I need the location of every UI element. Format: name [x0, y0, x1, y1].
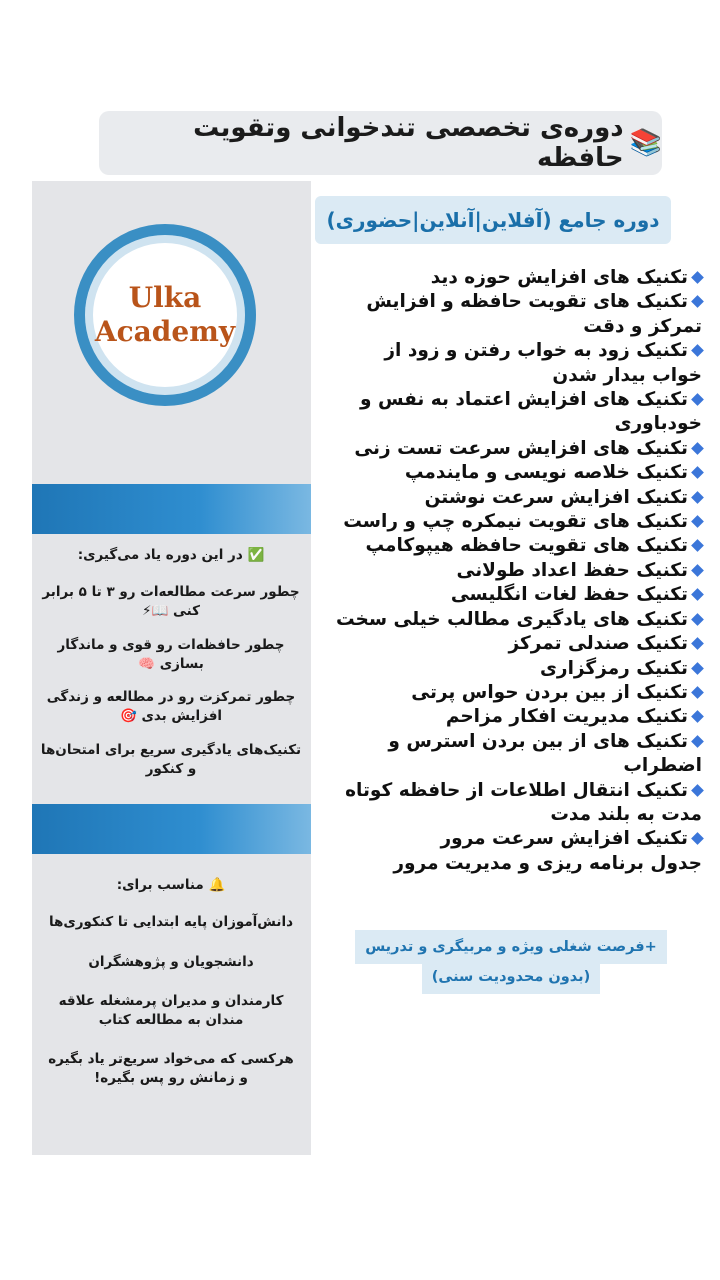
diamond-bullet-icon	[691, 588, 704, 601]
diamond-bullet-icon	[691, 784, 704, 797]
page-title	[99, 111, 662, 175]
diamond-bullet-icon	[691, 466, 704, 479]
technique-item: تکنیک از بین بردن حواس پرتی	[330, 681, 702, 705]
diamond-bullet-icon	[691, 735, 704, 748]
learn-item: چطور تمرکزت رو در مطالعه و زندگی افزایش بدی 🎯	[46, 689, 296, 724]
logo-line-1: Ulka	[128, 281, 202, 314]
career-bonus-note	[354, 930, 668, 994]
divider-bar-2	[32, 804, 311, 854]
diamond-bullet-icon	[691, 662, 704, 675]
logo-line-2: Academy	[94, 315, 236, 348]
technique-item: تکنیک های تقویت نیمکره چپ و راست	[330, 510, 702, 534]
bonus-line-1: +فرصت شغلی ویژه و مربیگری و تدریس	[355, 930, 667, 964]
technique-item: تکنیک صندلی تمرکز	[330, 632, 702, 656]
diamond-bullet-icon	[691, 344, 704, 357]
diamond-bullet-icon	[691, 393, 704, 406]
technique-item: تکنیک های افزایش اعتماد به نفس و خودباوری	[360, 389, 702, 435]
technique-item: تکنیک زود به خواب رفتن و زود از خواب بیدار شدن	[384, 340, 702, 386]
diamond-bullet-icon	[691, 491, 704, 504]
bonus-line-2: (بدون محدودیت سنی)	[422, 964, 600, 994]
technique-item: تکنیک رمزگزاری	[330, 657, 702, 681]
divider-bar-1	[32, 484, 311, 534]
technique-item: تکنیک حفظ اعداد طولانی	[330, 559, 702, 583]
diamond-bullet-icon	[691, 540, 704, 553]
technique-item: تکنیک های افزایش حوزه دید	[330, 266, 702, 290]
suitable-item: دانش‌آموزان پایه ابتدایی تا کنکوری‌ها	[48, 914, 294, 930]
academy-logo	[74, 224, 256, 406]
page-title-text: دوره‌ی تخصصی تندخوانی وتقویت حافظه	[193, 113, 624, 173]
diamond-bullet-icon	[691, 613, 704, 626]
technique-item: تکنیک خلاصه نویسی و مایندمپ	[330, 461, 702, 485]
technique-item: تکنیک افزایش سرعت مرور	[330, 827, 702, 851]
technique-item: تکنیک های یادگیری مطالب خیلی سخت	[330, 608, 702, 632]
technique-item: تکنیک های تقویت حافظه و افزایش تمرکز و دقت	[366, 291, 702, 337]
technique-item: تکنیک مدیریت افکار مزاحم	[330, 705, 702, 729]
suitable-item: دانشجویان و پژوهشگران	[88, 954, 254, 970]
diamond-bullet-icon	[691, 832, 704, 845]
suitable-item: هرکسی که می‌خواد سریع‌تر یاد بگیره و زمانش رو پس بگیره!	[48, 1051, 294, 1086]
technique-item: تکنیک های افزایش سرعت تست زنی	[330, 437, 702, 461]
technique-item: تکنیک افزایش سرعت نوشتن	[330, 486, 702, 510]
planning-line: جدول برنامه ریزی و مدیریت مرور	[393, 852, 702, 874]
techniques-list	[330, 266, 702, 876]
diamond-bullet-icon	[691, 296, 704, 309]
diamond-bullet-icon	[691, 564, 704, 577]
learn-item: چطور سرعت مطالعه‌ات رو ۳ تا ۵ برابر کنی 📖⚡	[42, 584, 300, 619]
learn-item: چطور حافظه‌ات رو قوی و ماندگار بسازی 🧠	[57, 637, 285, 672]
suitable-heading: 🔔 مناسب برای:	[116, 877, 226, 893]
technique-item: تکنیک انتقال اطلاعات از حافظه کوتاه مدت به بلند مدت	[345, 779, 702, 825]
technique-item: تکنیک های از بین بردن استرس و اضطراب	[388, 730, 702, 777]
books-icon: 📚	[629, 128, 662, 158]
diamond-bullet-icon	[691, 686, 704, 699]
learn-item: تکنیک‌های یادگیری سریع برای امتحان‌ها و کنکور	[40, 742, 302, 777]
diamond-bullet-icon	[691, 442, 704, 455]
learn-heading: ✅ در این دوره یاد می‌گیری:	[77, 547, 265, 563]
diamond-bullet-icon	[691, 515, 704, 528]
course-type-badge: دوره جامع (آفلاین|آنلاین|حضوری)	[315, 196, 671, 244]
technique-item: تکنیک های تقویت حافظه هیپوکامپ	[330, 534, 702, 558]
diamond-bullet-icon	[691, 710, 704, 723]
suitable-item: کارمندان و مدیران پرمشغله علاقه مندان به مطالعه کتاب	[58, 993, 284, 1028]
diamond-bullet-icon	[691, 271, 704, 284]
diamond-bullet-icon	[691, 637, 704, 650]
technique-item: تکنیک حفظ لغات انگلیسی	[330, 583, 702, 607]
